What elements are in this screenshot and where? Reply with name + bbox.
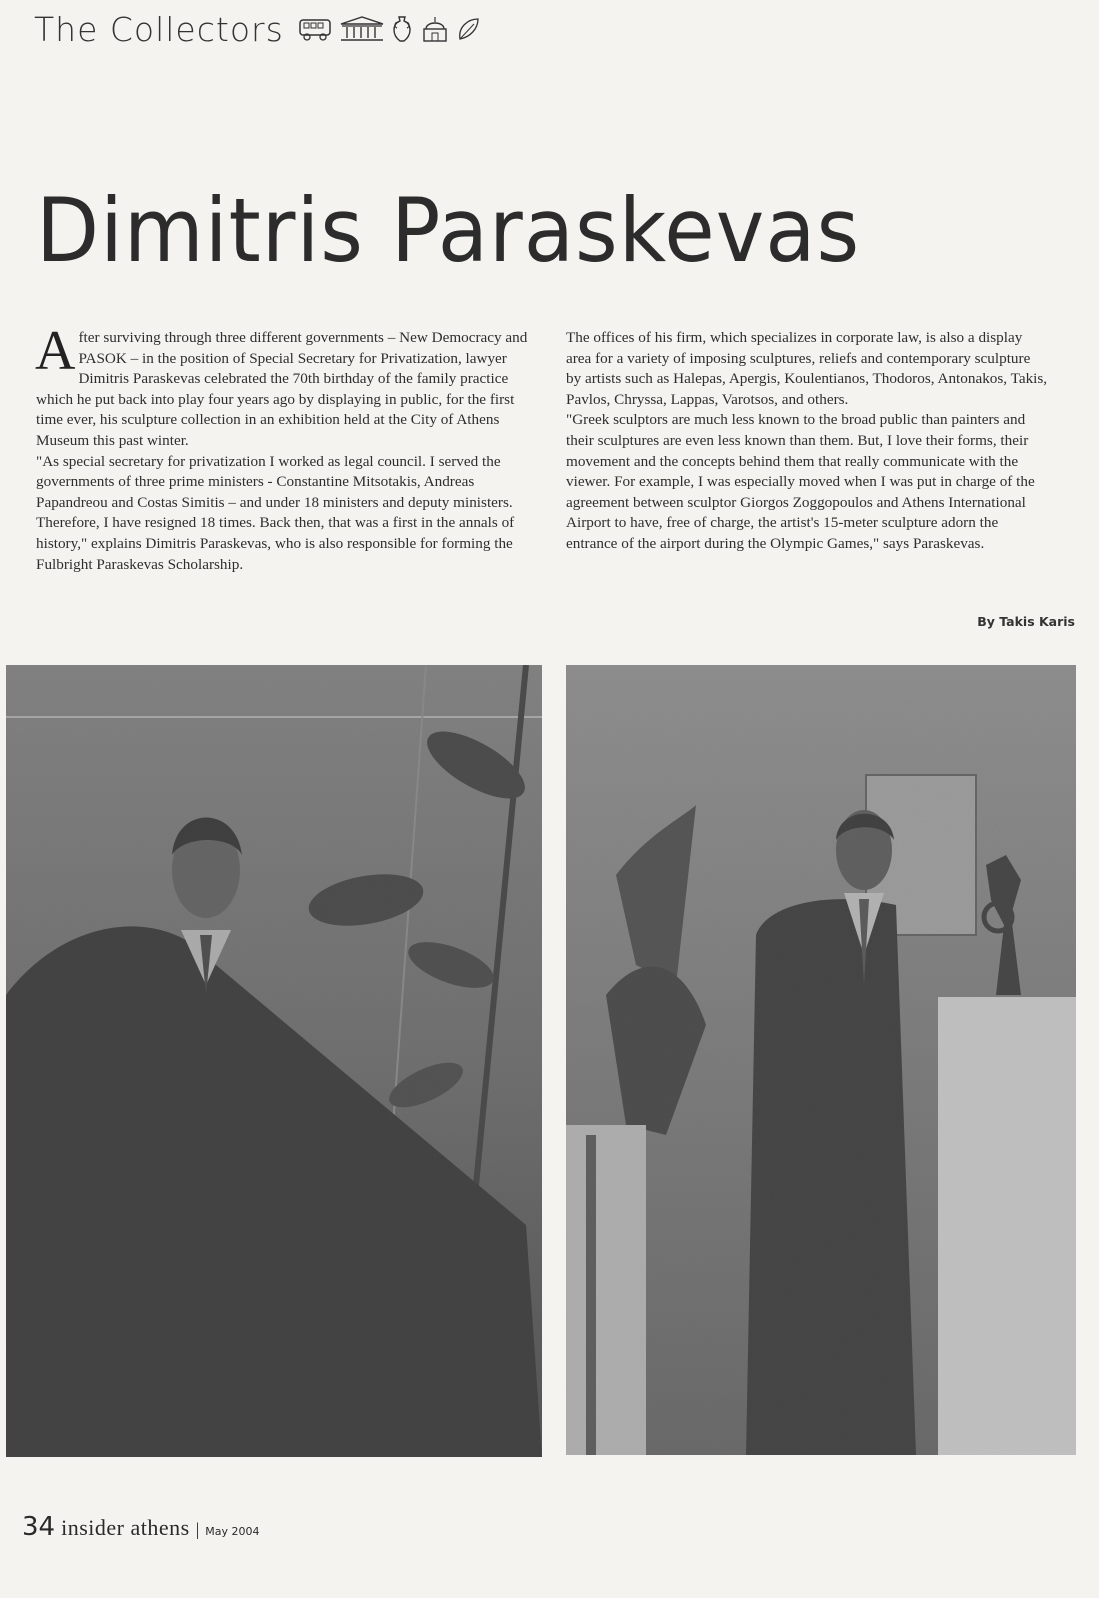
- page-number: 34: [22, 1512, 56, 1542]
- byline: By Takis Karis: [977, 614, 1075, 629]
- article-paragraph-2: "As special secretary for privatization I worked as legal council. I served the governments of three prime ministers - Constantine Mitsotakis, Andreas Papandreou and Costas Simitis – and under 18 ministers and deputy ministers. Therefore, I have resigned 18 times. Back then, that was a first in the annals of history," explains Dimitris Paraskevas, who is also responsible for forming the Fulbright Paraskevas Scholarship.: [36, 452, 515, 573]
- page-footer: [22, 1512, 260, 1542]
- article-headline: Dimitris Paraskevas: [36, 180, 861, 283]
- photo-portrait-right: [566, 665, 1076, 1455]
- paragraph-text: fter surviving through three different governments – New Democracy and PASOK – in the position of Special Secretary for Privatization, lawyer Dimitris Paraskevas celebrated the 70th birthday of the family practice which he put back into play four years ago by displaying in public, for the first time ever, his sculpture collection in an exhibition held at the City of Athens Museum this past winter.: [36, 329, 528, 449]
- temple-doodle-icon: [338, 15, 386, 43]
- bus-doodle-icon: [298, 15, 334, 43]
- article-paragraph-3: The offices of his firm, which specializes in corporate law, is also a display area for a variety of imposing sculptures, reliefs and contemporary sculpture by artists such as Halepas, Apergis, Koulentianos, Thodoros, Antonakos, Takis, Pavlos, Chryssa, Lappas, Varotsos, and others.: [566, 329, 1048, 408]
- leaf-doodle-icon: [456, 15, 480, 43]
- article-column-right: [566, 328, 1048, 555]
- article-column-left: [35, 320, 544, 575]
- issue-date: May 2004: [205, 1525, 260, 1538]
- church-doodle-icon: [418, 15, 452, 45]
- magazine-name: insider athens: [61, 1515, 190, 1540]
- section-title: The Collectors: [34, 10, 284, 49]
- section-header: [34, 10, 480, 49]
- photo-portrait-left: [6, 665, 542, 1457]
- article-paragraph-1: [35, 320, 544, 452]
- section-doodles: [298, 15, 480, 45]
- footer-separator: |: [195, 1519, 200, 1539]
- drop-cap: A: [35, 320, 76, 382]
- article-paragraph-4: "Greek sculptors are much less known to the broad public than painters and their sculptures are even less known than them. But, I love their forms, their movement and the concepts behind them that really communicate with the viewer. For example, I was especially moved when I was put in charge of the agreement between sculptor Giorgos Zoggopoulos and Athens International Airport to have, free of charge, the artist's 15-meter sculpture adorn the entrance of the airport during the Olympic Games," says Paraskevas.: [566, 411, 1035, 552]
- amphora-doodle-icon: [390, 15, 414, 45]
